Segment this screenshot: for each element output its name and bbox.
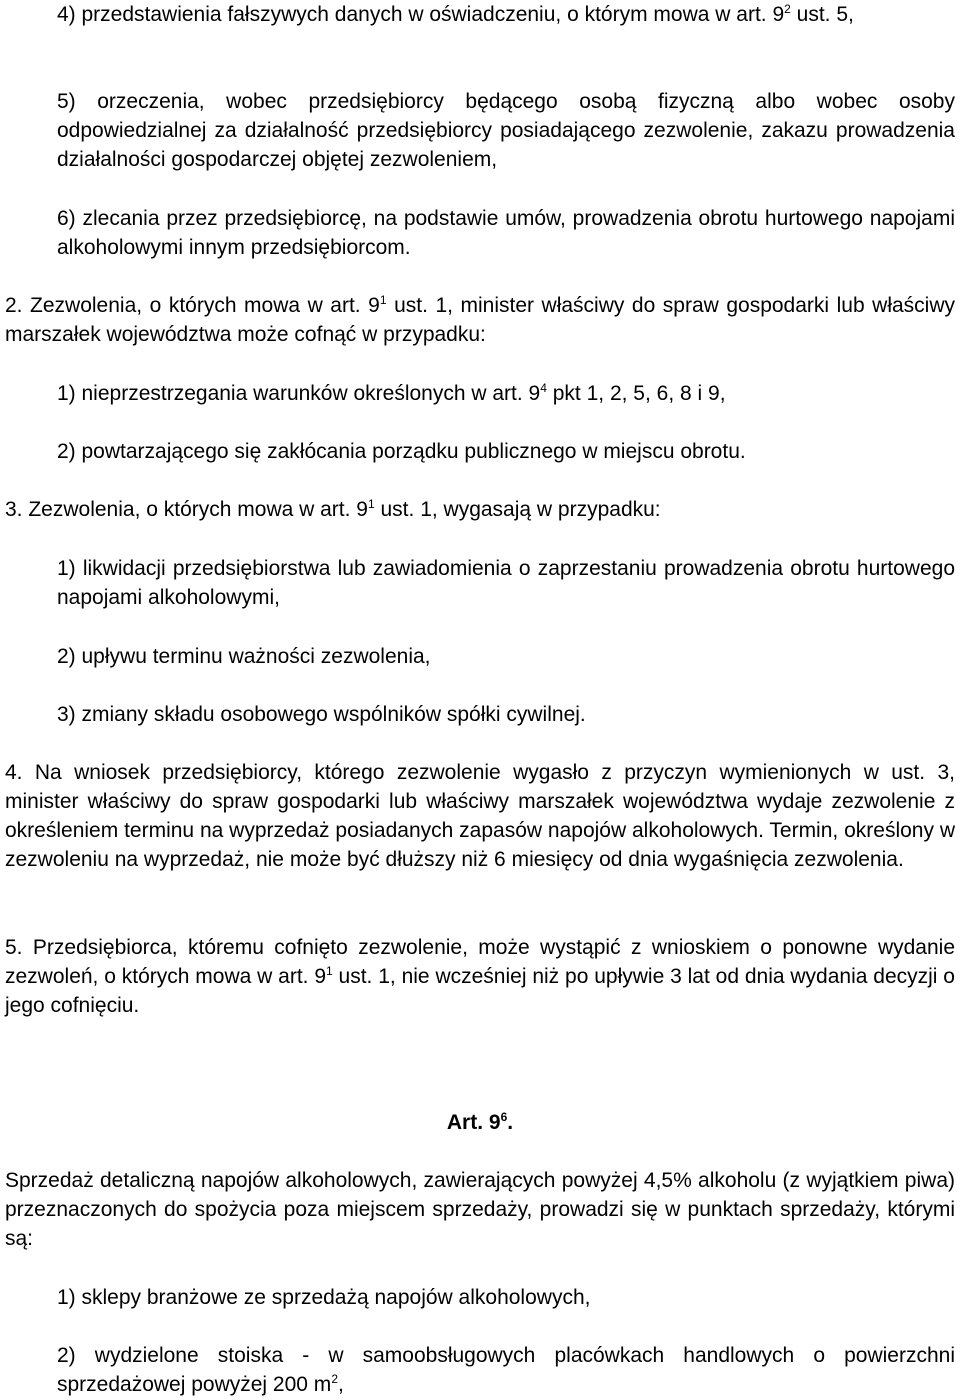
section-2-paragraph: 2. Zezwolenia, o których mowa w art. $9^1$ ust. 1, minister właściwy do spraw gospodarki lub właściwy marszałek województwa może cofnąć w przypadku: (5, 293, 956, 346)
clause-item-4: 4) przedstawienia fałszywych danych w oświadczeniu, o którym mowa w art. $9^2$ ust. 5, (57, 2, 854, 26)
article-heading: Art. $9^6$. (446, 1110, 514, 1134)
section-3-item-3: 3) zmiany składu osobowego wspólników spółki cywilnej. (57, 703, 586, 726)
section-3-item-1: 1) likwidacji przedsiębiorstwa lub zawiadomienia o zaprzestaniu prowadzenia obrotu hurtowego napojami alkoholowymi, (57, 557, 955, 609)
article-item-2: 2) wydzielone stoiska - w samoobsługowych placówkach handlowych o powierzchni sprzedażowej powyżej 200 $m^2$, (57, 1344, 955, 1396)
section-3-paragraph: 3. Zezwolenia, o których mowa w art. $9^1$ ust. 1, wygasają w przypadku: (5, 497, 661, 521)
section-4-paragraph: 4. Na wniosek przedsiębiorcy, którego zezwolenie wygasło z przyczyn wymienionych w ust. 3, minister właściwy do spraw gospodarki lub właściwy marszałek województwa wydaje zezwolenie z określeniem terminu na wyprzedaż posiadanych zapasów napojów alkoholowych. Termin, określony w zezwoleniu na wyprzedaż, nie może być dłuższy niż 6 miesięcy od dnia wygaśnięcia zezwolenia. (5, 761, 955, 871)
clause-item-5: 5) orzeczenia, wobec przedsiębiorcy będącego osobą fizyczną albo wobec osoby odpowiedzialnej za działalność przedsiębiorcy posiadającego zezwolenie, zakazu prowadzenia działalności gospodarczej objętej zezwoleniem, (57, 90, 955, 171)
section-3-item-2: 2) upływu terminu ważności zezwolenia, (57, 645, 431, 668)
section-2-item-2: 2) powtarzającego się zakłócania porządku publicznego w miejscu obrotu. (57, 440, 746, 463)
section-5-paragraph: 5. Przedsiębiorca, któremu cofnięto zezwolenie, może wystąpić z wnioskiem o ponowne wydanie zezwoleń, o których mowa w art. $9^1$ ust. 1, nie wcześniej niż po upływie 3 lat od dnia wydania decyzji o jego cofnięciu. (5, 936, 955, 1017)
section-2-item-1: 1) nieprzestrzegania warunków określonych w art. $9^4$ pkt 1, 2, 5, 6, 8 i 9, (57, 381, 726, 405)
clause-item-6: 6) zlecania przez przedsiębiorcę, na podstawie umów, prowadzenia obrotu hurtowego napojami alkoholowymi innym przedsiębiorcom. (57, 207, 955, 259)
article-intro-paragraph: Sprzedaż detaliczną napojów alkoholowych, zawierających powyżej 4,5% alkoholu (z wyjątkiem piwa) przeznaczonych do spożycia poza miejscem sprzedaży, prowadzi się w punktach sprzedaży, którymi są: (5, 1169, 955, 1250)
article-item-1: 1) sklepy branżowe ze sprzedażą napojów alkoholowych, (57, 1286, 591, 1309)
